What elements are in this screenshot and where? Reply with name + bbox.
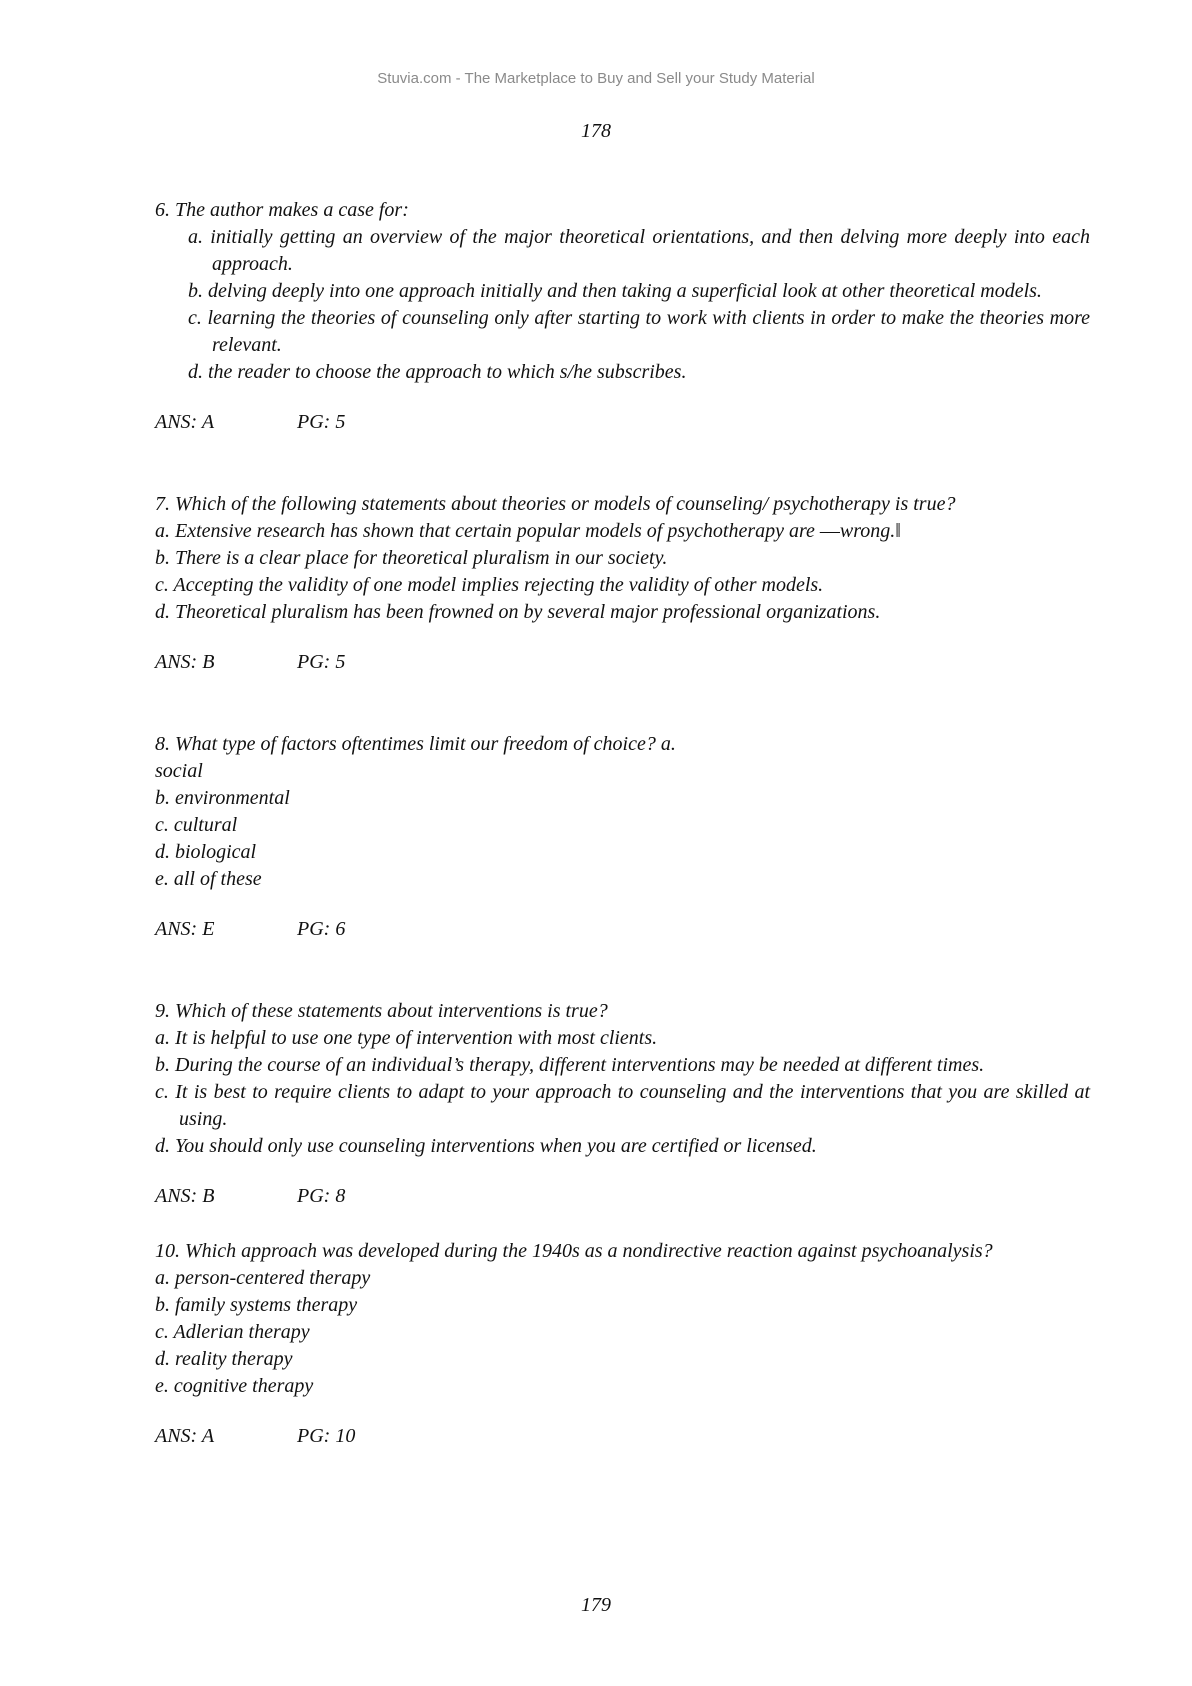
page-reference: PG: 10 [297,1425,356,1447]
option-c: c. cultural [155,814,238,836]
page-reference: PG: 8 [297,1185,346,1207]
answer-line [155,916,1090,943]
option-list [155,1025,1090,1160]
option-d: d. the reader to choose the approach to which s/he subscribes. [188,361,687,383]
question-stem: 8. What type of factors oftentimes limit our freedom of choice? a. [155,733,676,755]
option-a: a. initially getting an overview of the major theoretical orientations, and then delving more deeply into each approach. [188,226,1090,275]
question-stem: 10. Which approach was developed during the 1940s as a nondirective reaction against psychoanalysis? [155,1240,993,1262]
option-a: a. It is helpful to use one type of intervention with most clients. [155,1027,658,1049]
page-reference: PG: 6 [297,918,346,940]
answer-key: ANS: B [155,1185,215,1207]
option-c: c. It is best to require clients to adapt to your approach to counseling and the interventions that you are skilled at using. [155,1081,1090,1130]
question-list [155,197,1090,1450]
page-number-bottom: 179 [581,1594,611,1616]
answer-key: ANS: A [155,411,215,433]
option-c: c. learning the theories of counseling only after starting to work with clients in order to make the theories more relevant. [188,307,1090,356]
option-a: a. person-centered therapy [155,1267,371,1289]
answer-key: ANS: E [155,918,215,940]
question-stem: 7. Which of the following statements about theories or models of counseling/ psychotherapy is true? [155,493,956,515]
answer-line [155,1423,1090,1450]
option-d: d. reality therapy [155,1348,293,1370]
question-10 [155,1238,1090,1450]
answer-line [155,409,1090,436]
option-list [155,224,1090,386]
option-a: a. Extensive research has shown that certain popular models of psychotherapy are ―wrong.‖ [155,520,901,542]
option-d: d. Theoretical pluralism has been frowned on by several major professional organizations. [155,601,881,623]
option-e: e. cognitive therapy [155,1375,314,1397]
option-e: e. all of these [155,868,262,890]
page-reference: PG: 5 [297,651,346,673]
option-b: b. During the course of an individual’s therapy, different interventions may be needed at different times. [155,1054,985,1076]
answer-line [155,649,1090,676]
question-6 [155,197,1090,436]
answer-key: ANS: A [155,1425,215,1447]
page-reference: PG: 5 [297,411,346,433]
option-d: d. biological [155,841,257,863]
question-7 [155,491,1090,676]
option-b: b. family systems therapy [155,1294,358,1316]
option-c: c. Accepting the validity of one model implies rejecting the validity of other models. [155,574,824,596]
option-d: d. You should only use counseling interventions when you are certified or licensed. [155,1135,817,1157]
option-list [155,758,1090,893]
option-c: c. Adlerian therapy [155,1321,310,1343]
option-list [155,1265,1090,1400]
question-stem: 9. Which of these statements about interventions is true? [155,1000,608,1022]
answer-key: ANS: B [155,651,215,673]
option-b: b. There is a clear place for theoretical pluralism in our society. [155,547,668,569]
page-number-top: 178 [581,120,611,142]
option-a: social [155,760,203,782]
answer-line [155,1183,1090,1210]
question-9 [155,998,1090,1210]
site-watermark: Stuvia.com - The Marketplace to Buy and Sell your Study Material [377,70,815,87]
option-list [155,518,1090,626]
question-stem: 6. The author makes a case for: [155,199,409,221]
question-8 [155,731,1090,943]
option-b: b. environmental [155,787,290,809]
option-b: b. delving deeply into one approach initially and then taking a superficial look at other theoretical models. [188,280,1042,302]
